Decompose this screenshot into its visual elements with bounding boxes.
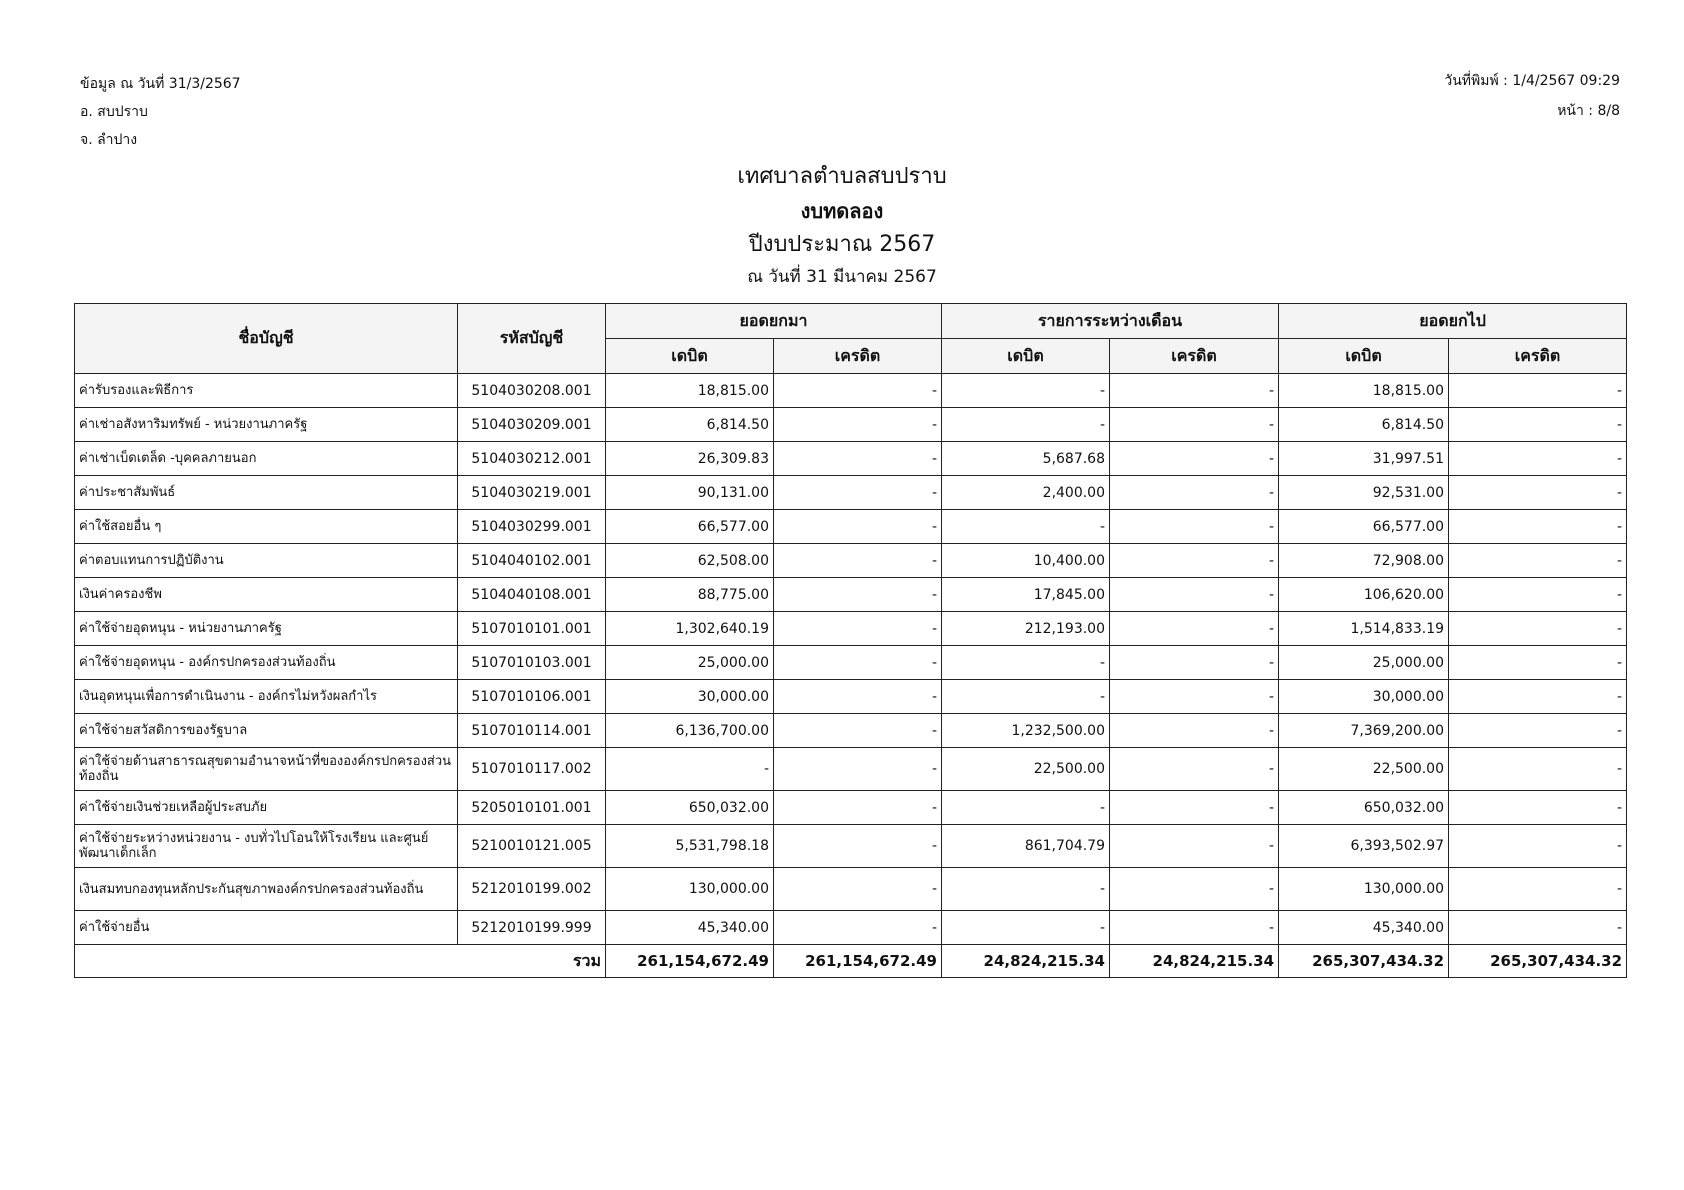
table-row — [75, 714, 1627, 748]
m-debit: - — [942, 791, 1110, 825]
cf-credit: - — [1449, 680, 1627, 714]
account-code: 5104030209.001 — [458, 408, 606, 442]
account-name: ค่ารับรองและพิธีการ — [75, 374, 458, 408]
m-credit: - — [1110, 578, 1279, 612]
account-name: ค่าใช้จ่ายอื่น — [75, 911, 458, 945]
account-code: 5104030212.001 — [458, 442, 606, 476]
cf-debit: 31,997.51 — [1279, 442, 1449, 476]
account-name: ค่าใช้จ่ายเงินช่วยเหลือผู้ประสบภัย — [75, 791, 458, 825]
header-brought-forward: ยอดยกมา — [606, 304, 942, 339]
bf-credit: - — [774, 476, 942, 510]
m-debit: - — [942, 646, 1110, 680]
m-debit: 212,193.00 — [942, 612, 1110, 646]
cf-debit: 6,393,502.97 — [1279, 825, 1449, 868]
m-debit: - — [942, 680, 1110, 714]
bf-debit: 25,000.00 — [606, 646, 774, 680]
cf-debit: 650,032.00 — [1279, 791, 1449, 825]
report-title: งบทดลอง — [800, 199, 884, 223]
cf-credit: - — [1449, 791, 1627, 825]
table-row — [75, 825, 1627, 868]
page-number: หน้า : 8/8 — [1557, 103, 1620, 119]
bf-debit: 45,340.00 — [606, 911, 774, 945]
cf-debit: 18,815.00 — [1279, 374, 1449, 408]
account-code: 5104040102.001 — [458, 544, 606, 578]
cf-credit: - — [1449, 748, 1627, 791]
table-row — [75, 510, 1627, 544]
fiscal-year: ปีงบประมาณ 2567 — [748, 232, 936, 257]
cf-credit: - — [1449, 578, 1627, 612]
organization-title: เทศบาลตำบลสบปราบ — [737, 164, 947, 189]
bf-credit: - — [774, 408, 942, 442]
total-cf-debit: 265,307,434.32 — [1279, 945, 1449, 978]
trial-balance-table — [74, 303, 1627, 978]
header-cf-debit: เดบิต — [1279, 339, 1449, 374]
m-debit: - — [942, 911, 1110, 945]
m-credit: - — [1110, 646, 1279, 680]
cf-credit: - — [1449, 868, 1627, 911]
account-code: 5104040108.001 — [458, 578, 606, 612]
bf-debit: 6,136,700.00 — [606, 714, 774, 748]
bf-debit: 62,508.00 — [606, 544, 774, 578]
m-credit: - — [1110, 748, 1279, 791]
m-debit: 861,704.79 — [942, 825, 1110, 868]
table-row — [75, 680, 1627, 714]
report-meta-right — [1444, 66, 1620, 126]
account-name: ค่าใช้จ่ายอุดหนุน - องค์กรปกครองส่วนท้องถิ่น — [75, 646, 458, 680]
table-row — [75, 578, 1627, 612]
cf-debit: 1,514,833.19 — [1279, 612, 1449, 646]
table-row — [75, 442, 1627, 476]
header-cf-credit: เครดิต — [1449, 339, 1627, 374]
bf-debit: 130,000.00 — [606, 868, 774, 911]
bf-debit: 1,302,640.19 — [606, 612, 774, 646]
print-date: วันที่พิมพ์ : 1/4/2567 09:29 — [1444, 73, 1620, 89]
cf-credit: - — [1449, 714, 1627, 748]
table-row — [75, 646, 1627, 680]
district: อ. สบปราบ — [80, 104, 148, 120]
total-m-credit: 24,824,215.34 — [1110, 945, 1279, 978]
m-credit: - — [1110, 680, 1279, 714]
m-debit: 1,232,500.00 — [942, 714, 1110, 748]
cf-debit: 72,908.00 — [1279, 544, 1449, 578]
account-name: ค่าตอบแทนการปฏิบัติงาน — [75, 544, 458, 578]
bf-credit: - — [774, 791, 942, 825]
account-name: ค่าเช่าเบ็ดเตล็ด -บุคคลภายนอก — [75, 442, 458, 476]
cf-debit: 45,340.00 — [1279, 911, 1449, 945]
bf-debit: - — [606, 748, 774, 791]
header-monthly: รายการระหว่างเดือน — [942, 304, 1279, 339]
bf-debit: 6,814.50 — [606, 408, 774, 442]
cf-credit: - — [1449, 408, 1627, 442]
header-bf-credit: เครดิต — [774, 339, 942, 374]
account-code: 5210010121.005 — [458, 825, 606, 868]
bf-credit: - — [774, 680, 942, 714]
account-code: 5104030208.001 — [458, 374, 606, 408]
account-name: เงินสมทบกองทุนหลักประกันสุขภาพองค์กรปกครองส่วนท้องถิ่น — [75, 868, 458, 911]
bf-debit: 66,577.00 — [606, 510, 774, 544]
total-bf-credit: 261,154,672.49 — [774, 945, 942, 978]
cf-debit: 92,531.00 — [1279, 476, 1449, 510]
m-credit: - — [1110, 544, 1279, 578]
bf-credit: - — [774, 748, 942, 791]
account-name: ค่าใช้จ่ายอุดหนุน - หน่วยงานภาครัฐ — [75, 612, 458, 646]
m-debit: - — [942, 510, 1110, 544]
cf-credit: - — [1449, 476, 1627, 510]
m-debit: 10,400.00 — [942, 544, 1110, 578]
cf-credit: - — [1449, 825, 1627, 868]
bf-credit: - — [774, 714, 942, 748]
account-name: เงินค่าครองชีพ — [75, 578, 458, 612]
header-account-code: รหัสบัญชี — [458, 304, 606, 374]
bf-credit: - — [774, 442, 942, 476]
data-date: ข้อมูล ณ วันที่ 31/3/2567 — [80, 76, 241, 92]
total-label: รวม — [75, 945, 606, 978]
total-cf-credit: 265,307,434.32 — [1449, 945, 1627, 978]
total-bf-debit: 261,154,672.49 — [606, 945, 774, 978]
m-credit: - — [1110, 442, 1279, 476]
bf-credit: - — [774, 544, 942, 578]
m-debit: 17,845.00 — [942, 578, 1110, 612]
bf-credit: - — [774, 646, 942, 680]
table-row — [75, 374, 1627, 408]
bf-debit: 30,000.00 — [606, 680, 774, 714]
account-name: ค่าประชาสัมพันธ์ — [75, 476, 458, 510]
account-name: ค่าเช่าอสังหาริมทรัพย์ - หน่วยงานภาครัฐ — [75, 408, 458, 442]
m-debit: 5,687.68 — [942, 442, 1110, 476]
bf-debit: 650,032.00 — [606, 791, 774, 825]
account-code: 5205010101.001 — [458, 791, 606, 825]
table-row — [75, 911, 1627, 945]
table-row — [75, 791, 1627, 825]
m-debit: 22,500.00 — [942, 748, 1110, 791]
m-debit: - — [942, 868, 1110, 911]
m-credit: - — [1110, 374, 1279, 408]
header-m-debit: เดบิต — [942, 339, 1110, 374]
m-credit: - — [1110, 714, 1279, 748]
m-credit: - — [1110, 825, 1279, 868]
account-name: เงินอุดหนุนเพื่อการดำเนินงาน - องค์กรไม่หวังผลกำไร — [75, 680, 458, 714]
cf-debit: 25,000.00 — [1279, 646, 1449, 680]
account-code: 5107010114.001 — [458, 714, 606, 748]
bf-credit: - — [774, 911, 942, 945]
header-account-name: ชื่อบัญชี — [75, 304, 458, 374]
bf-credit: - — [774, 612, 942, 646]
account-code: 5104030219.001 — [458, 476, 606, 510]
account-name: ค่าใช้สอยอื่น ๆ — [75, 510, 458, 544]
cf-credit: - — [1449, 612, 1627, 646]
account-code: 5107010101.001 — [458, 612, 606, 646]
report-titles — [0, 160, 1684, 292]
account-name: ค่าใช้จ่ายด้านสาธารณสุขตามอำนาจหน้าที่ขององค์กรปกครองส่วนท้องถิ่น — [75, 748, 458, 791]
as-of-date: ณ วันที่ 31 มีนาคม 2567 — [747, 267, 937, 287]
table-row — [75, 544, 1627, 578]
bf-credit: - — [774, 578, 942, 612]
bf-credit: - — [774, 510, 942, 544]
cf-debit: 7,369,200.00 — [1279, 714, 1449, 748]
m-credit: - — [1110, 868, 1279, 911]
cf-credit: - — [1449, 374, 1627, 408]
province: จ. ลำปาง — [80, 132, 138, 148]
m-credit: - — [1110, 612, 1279, 646]
cf-credit: - — [1449, 544, 1627, 578]
table-row — [75, 868, 1627, 911]
ledger-body — [75, 374, 1627, 945]
cf-debit: 130,000.00 — [1279, 868, 1449, 911]
bf-debit: 5,531,798.18 — [606, 825, 774, 868]
m-credit: - — [1110, 408, 1279, 442]
table-row — [75, 612, 1627, 646]
m-credit: - — [1110, 476, 1279, 510]
total-m-debit: 24,824,215.34 — [942, 945, 1110, 978]
m-credit: - — [1110, 791, 1279, 825]
bf-debit: 90,131.00 — [606, 476, 774, 510]
bf-debit: 88,775.00 — [606, 578, 774, 612]
cf-debit: 106,620.00 — [1279, 578, 1449, 612]
table-row — [75, 408, 1627, 442]
account-code: 5107010106.001 — [458, 680, 606, 714]
cf-debit: 66,577.00 — [1279, 510, 1449, 544]
cf-debit: 30,000.00 — [1279, 680, 1449, 714]
m-debit: 2,400.00 — [942, 476, 1110, 510]
bf-credit: - — [774, 825, 942, 868]
account-code: 5104030299.001 — [458, 510, 606, 544]
cf-credit: - — [1449, 442, 1627, 476]
m-debit: - — [942, 408, 1110, 442]
header-carried-forward: ยอดยกไป — [1279, 304, 1627, 339]
cf-credit: - — [1449, 911, 1627, 945]
report-meta-left — [80, 70, 241, 154]
cf-debit: 6,814.50 — [1279, 408, 1449, 442]
bf-debit: 18,815.00 — [606, 374, 774, 408]
m-credit: - — [1110, 510, 1279, 544]
bf-credit: - — [774, 868, 942, 911]
account-code: 5107010117.002 — [458, 748, 606, 791]
header-bf-debit: เดบิต — [606, 339, 774, 374]
total-row — [75, 945, 1627, 978]
cf-debit: 22,500.00 — [1279, 748, 1449, 791]
table-row — [75, 748, 1627, 791]
account-name: ค่าใช้จ่ายระหว่างหน่วยงาน - งบทั่วไปโอนให้โรงเรียน และศูนย์พัฒนาเด็กเล็ก — [75, 825, 458, 868]
bf-credit: - — [774, 374, 942, 408]
bf-debit: 26,309.83 — [606, 442, 774, 476]
m-credit: - — [1110, 911, 1279, 945]
account-code: 5212010199.002 — [458, 868, 606, 911]
header-m-credit: เครดิต — [1110, 339, 1279, 374]
cf-credit: - — [1449, 646, 1627, 680]
account-code: 5107010103.001 — [458, 646, 606, 680]
table-row — [75, 476, 1627, 510]
m-debit: - — [942, 374, 1110, 408]
account-code: 5212010199.999 — [458, 911, 606, 945]
cf-credit: - — [1449, 510, 1627, 544]
account-name: ค่าใช้จ่ายสวัสดิการของรัฐบาล — [75, 714, 458, 748]
